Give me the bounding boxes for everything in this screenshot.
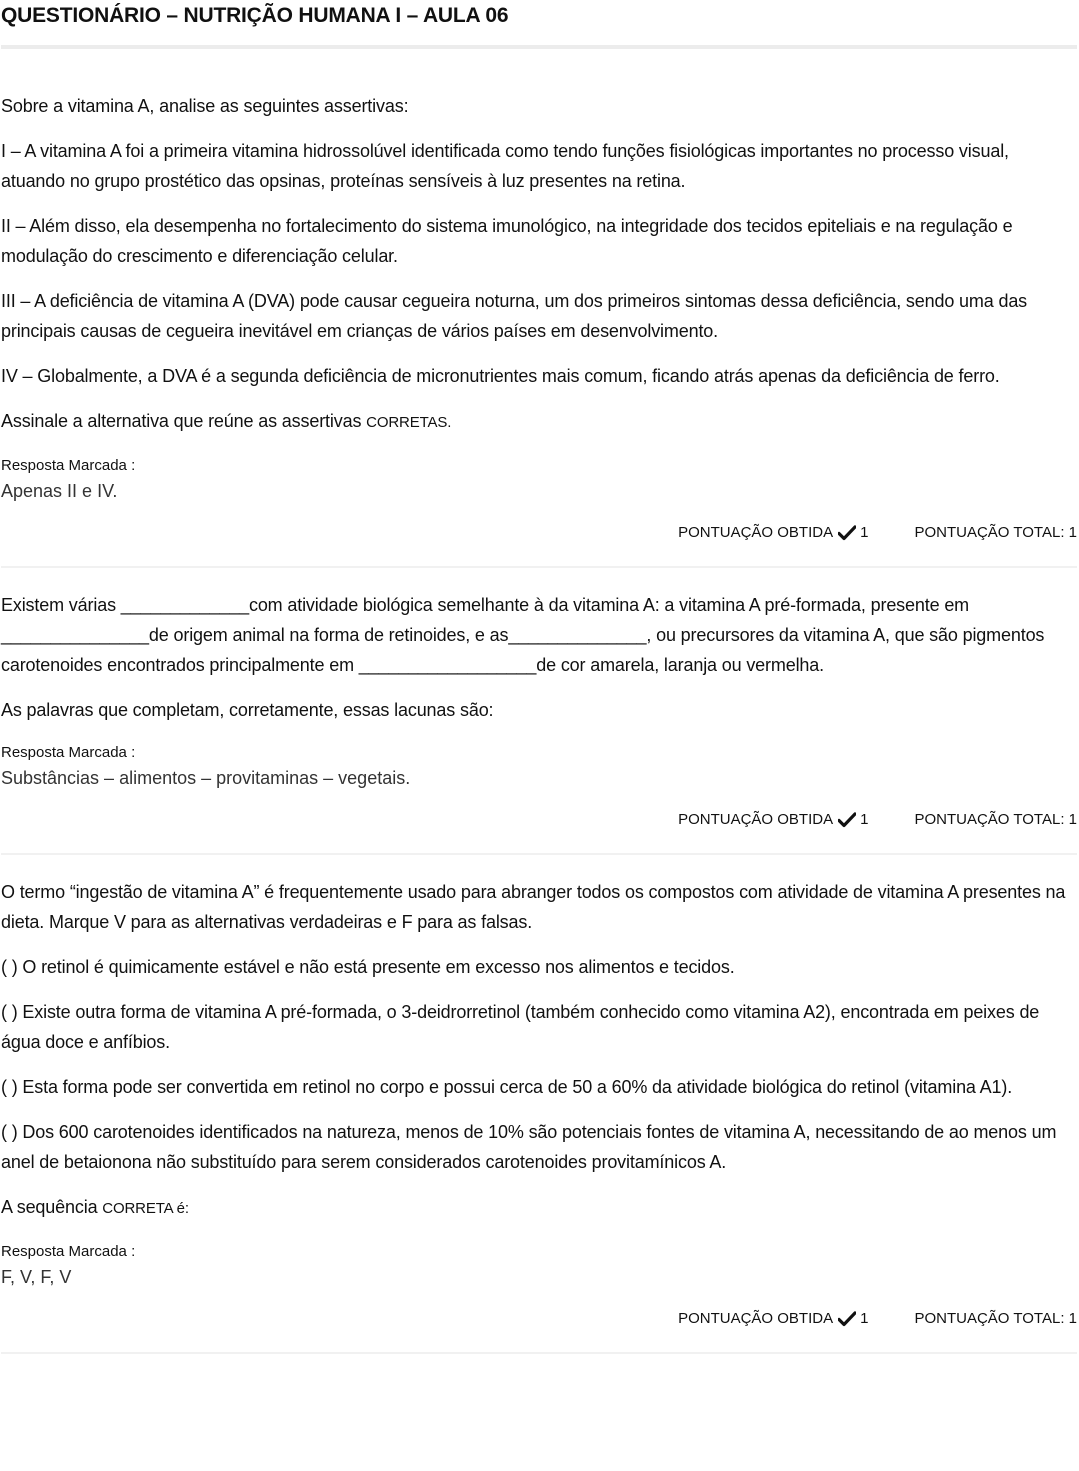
marked-answer: Substâncias – alimentos – provitaminas – vegetais. — [1, 768, 411, 788]
score-total-label: PONTUAÇÃO TOTAL: — [914, 524, 1065, 541]
marked-answer: Apenas II e IV. — [1, 481, 118, 501]
score-total — [914, 810, 1077, 830]
score-total-label: PONTUAÇÃO TOTAL: — [914, 1310, 1065, 1327]
prompt-emphasis: CORRETA é: — [102, 1200, 189, 1217]
assertion-ii: II – Além disso, ela desempenha no fortalecimento do sistema imunológico, na integridade dos tecidos epiteliais e na regulação e modulação do crescimento e diferenciação celular. — [1, 216, 1013, 266]
check-icon — [838, 1311, 856, 1327]
score-obtained — [678, 523, 868, 543]
check-icon — [838, 812, 856, 828]
score-obtained-value: 1 — [860, 811, 869, 828]
score-row — [1, 810, 1077, 830]
score-obtained-label: PONTUAÇÃO OBTIDA — [678, 524, 834, 541]
prompt-text: Assinale a alternativa que reúne as assertivas — [1, 411, 367, 431]
assertion-iii: III – A deficiência de vitamina A (DVA) pode causar cegueira noturna, um dos primeiros sintomas dessa deficiência, sendo uma das principais causas de cegueira inevitável em crianças de vários países em desenvolvimento. — [1, 291, 1028, 341]
statement-2: ( ) Existe outra forma de vitamina A pré-formada, o 3-deidrorretinol (também conhecido como vitamina A2), encontrada em peixes de água doce e anfíbios. — [1, 1002, 1040, 1052]
statement-4: ( ) Dos 600 carotenoides identificados na natureza, menos de 10% são potenciais fontes de vitamina A, necessitando de ao menos um anel de betaionona não substituído para serem considerados carotenoides provitamínicos A. — [1, 1122, 1057, 1172]
question-divider — [1, 1352, 1077, 1354]
statement-1: ( ) O retinol é quimicamente estável e não está presente em excesso nos alimentos e tecidos. — [1, 957, 735, 977]
question-text: Sobre a vitamina A, analise as seguintes assertivas: — [1, 96, 409, 116]
score-total — [914, 1309, 1077, 1329]
marked-answer: F, V, F, V — [1, 1267, 72, 1287]
score-total-label: PONTUAÇÃO TOTAL: — [914, 811, 1065, 828]
question-3 — [1, 855, 1077, 1354]
score-obtained-value: 1 — [860, 1310, 869, 1327]
statement-3: ( ) Esta forma pode ser convertida em retinol no corpo e possui cerca de 50 a 60% da atividade biológica do retinol (vitamina A1). — [1, 1077, 1013, 1097]
question-2 — [1, 568, 1077, 855]
score-total — [914, 523, 1077, 543]
question-prompt — [1, 406, 1077, 438]
score-total-value: 1 — [1068, 811, 1077, 828]
question-text: O termo “ingestão de vitamina A” é frequentemente usado para abranger todos os compostos com atividade de vitamina A presentes na dieta. Marque V para as alternativas verdadeiras e F para as falsas. — [1, 882, 1066, 932]
answer-label: Resposta Marcada : — [1, 1243, 136, 1260]
prompt-text: A sequência — [1, 1197, 103, 1217]
question-prompt: As palavras que completam, corretamente, essas lacunas são: — [1, 700, 494, 720]
score-row — [1, 523, 1077, 543]
score-obtained-value: 1 — [860, 524, 869, 541]
score-obtained — [678, 1309, 868, 1329]
answer-label: Resposta Marcada : — [1, 744, 136, 761]
score-total-value: 1 — [1068, 1310, 1077, 1327]
answer-label: Resposta Marcada : — [1, 457, 136, 474]
assertion-i: I – A vitamina A foi a primeira vitamina hidrossolúvel identificada como tendo funções fisiológicas importantes no processo visual, atuando no grupo prostético das opsinas, proteínas sensíveis à luz presentes na retina. — [1, 141, 1009, 191]
score-row — [1, 1309, 1077, 1329]
prompt-emphasis: CORRETAS. — [366, 414, 452, 431]
question-prompt — [1, 1192, 1077, 1224]
score-obtained-label: PONTUAÇÃO OBTIDA — [678, 811, 834, 828]
check-icon — [838, 525, 856, 541]
page-title: QUESTIONÁRIO – NUTRIÇÃO HUMANA I – AULA 06 — [1, 4, 509, 27]
question-1 — [1, 49, 1077, 568]
score-obtained — [678, 810, 868, 830]
assertion-iv: IV – Globalmente, a DVA é a segunda deficiência de micronutrientes mais comum, ficando atrás apenas da deficiência de ferro. — [1, 366, 1000, 386]
question-text: Existem várias _____________com atividade biológica semelhante à da vitamina A: a vitamina A pré-formada, presente em _______________de origem animal na forma de retinoides, e as______________, ou precursores da vitamina A, que são pigmentos carotenoides encontrados principalmente em __________________de cor amarela, laranja ou vermelha. — [1, 595, 1045, 675]
score-obtained-label: PONTUAÇÃO OBTIDA — [678, 1310, 834, 1327]
score-total-value: 1 — [1068, 524, 1077, 541]
